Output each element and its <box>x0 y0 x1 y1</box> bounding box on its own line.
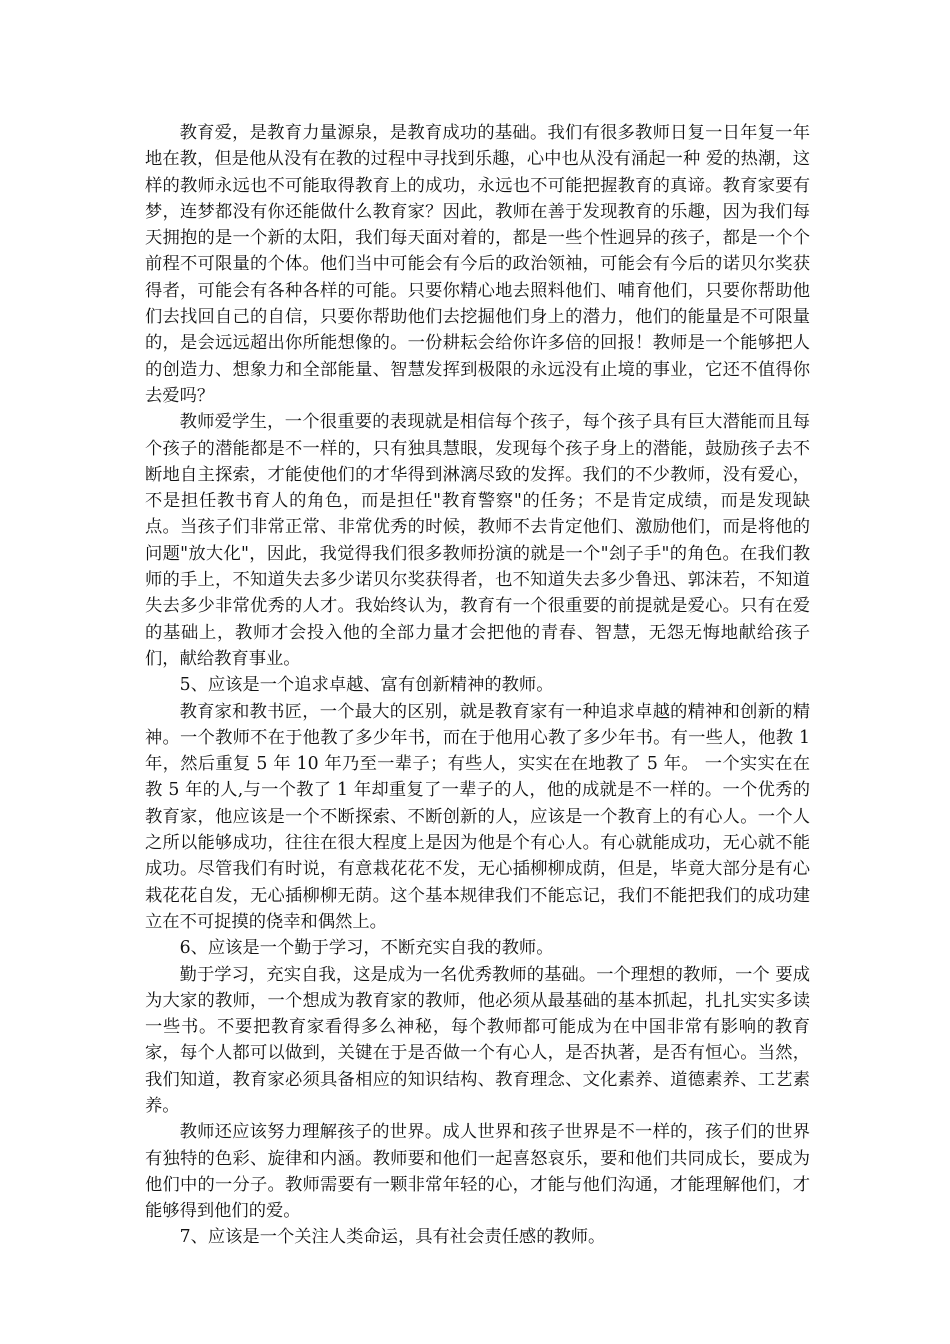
heading-point-5: 5、应该是一个追求卓越、富有创新精神的教师。 <box>179 675 554 696</box>
heading-point-7: 7、应该是一个关注人类命运，具有社会责任感的教师。 <box>179 1227 606 1248</box>
paragraph-child-world: 教师还应该努力理解孩子的世界。成人世界和孩子世界是不一样的，孩子们的世界有独特的色彩、旋律和内涵。教师要和他们一起喜怒哀乐，要和他们共同成长，要成为他们中的一分子。教师需要有一颗非常年轻的心，才能与他们沟通，才能理解他们，才能够得到他们的爱。 <box>145 1122 810 1222</box>
paragraph-educator-vs-teacher: 教育家和教书匠，一个最大的区别，就是教育家有一种追求卓越的精神和创新的精神。一个教师不在于他教了多少年书，而在于他用心教了多少年书。有一些人，他教 1 年，然后重复 5 年 10 年乃至一辈子；有些人，实实在在地教了 5 年。 一个实实在在教 5 年的人,与一个教了 1 年却重复了一辈子的人，他的成就是不一样的。一个优秀的教育家，他应该是一个不断探索、不断创新的人，应该是一个教育上的有心人。一个人之所以能够成功，往往在很大程度上是因为他是个有心人。有心就能成功，无心就不能成功。尽管我们有时说，有意栽花花不发，无心插柳柳成荫，但是，毕竟大部分是有心栽花花自发，无心插柳柳无荫。这个基本规律我们不能忘记，我们不能把我们的成功建立在不可捉摸的侥幸和偶然上。 <box>145 701 810 932</box>
paragraph-diligent-learning: 勤于学习，充实自我，这是成为一名优秀教师的基础。一个理想的教师，一个 要成为大家的教师，一个想成为教育家的教师，他必须从最基础的基本抓起，扎扎实实多读一些书。不要把教育家看得多么神秘，每个教师都可能成为在中国非常有影响的教育家，每个人都可以做到，关键在于是否做一个有心人，是否执著，是否有恒心。当然，我们知道，教育家必须具备相应的知识结构、教育理念、文化素养、道德素养、工艺素养。 <box>145 964 810 1116</box>
document-body <box>145 120 810 1251</box>
paragraph-love-students: 教师爱学生，一个很重要的表现就是相信每个孩子，每个孩子具有巨大潜能而且每个孩子的潜能都是不一样的，只有独具慧眼，发现每个孩子身上的潜能，鼓励孩子去不断地自主探索，才能使他们的才华得到淋漓尽致的发挥。我们的不少教师，没有爱心，不是担任教书育人的角色，而是担任"教育警察"的任务；不是肯定成绩，而是发现缺点。当孩子们非常正常、非常优秀的时候，教师不去肯定他们、激励他们，而是将他的问题"放大化"，因此，我觉得我们很多教师扮演的就是一个"刽子手"的角色。在我们教师的手上，不知道失去多少诺贝尔奖获得者，也不知道失去多少鲁迅、郭沫若，不知道失去多少非常优秀的人才。我始终认为，教育有一个很重要的前提就是爱心。只有在爱的基础上，教师才会投入他的全部力量才会把他的青春、智慧，无怨无悔地献给孩子们，献给教育事业。 <box>145 412 810 669</box>
heading-point-6: 6、应该是一个勤于学习，不断充实自我的教师。 <box>179 938 554 959</box>
paragraph-teacher-love: 教育爱，是教育力量源泉，是教育成功的基础。我们有很多教师日复一日年复一年地在教，但是他从没有在教的过程中寻找到乐趣，心中也从没有涌起一种 爱的热潮，这样的教师永远也不可能取得教育上的成功，永远也不可能把握教育的真谛。教育家要有梦，连梦都没有你还能做什么教育家？因此，教师在善于发现教育的乐趣，因为我们每天拥抱的是一个新的太阳，我们每天面对着的，都是一些个性迥异的孩子，都是一个个前程不可限量的个体。他们当中可能会有今后的政治领袖，可能会有今后的诺贝尔奖获得者，可能会有各种各样的可能。只要你精心地去照料他们、哺育他们，只要你帮助他们去找回自己的自信，只要你帮助他们去挖掘他们身上的潜力，他们的能量是不可限量的，是会远远超出你所能想像的。一份耕耘会给你许多倍的回报！教师是一个能够把人的创造力、想象力和全部能量、智慧发挥到极限的永远没有止境的事业，它还不值得你去爱吗？ <box>145 123 810 406</box>
